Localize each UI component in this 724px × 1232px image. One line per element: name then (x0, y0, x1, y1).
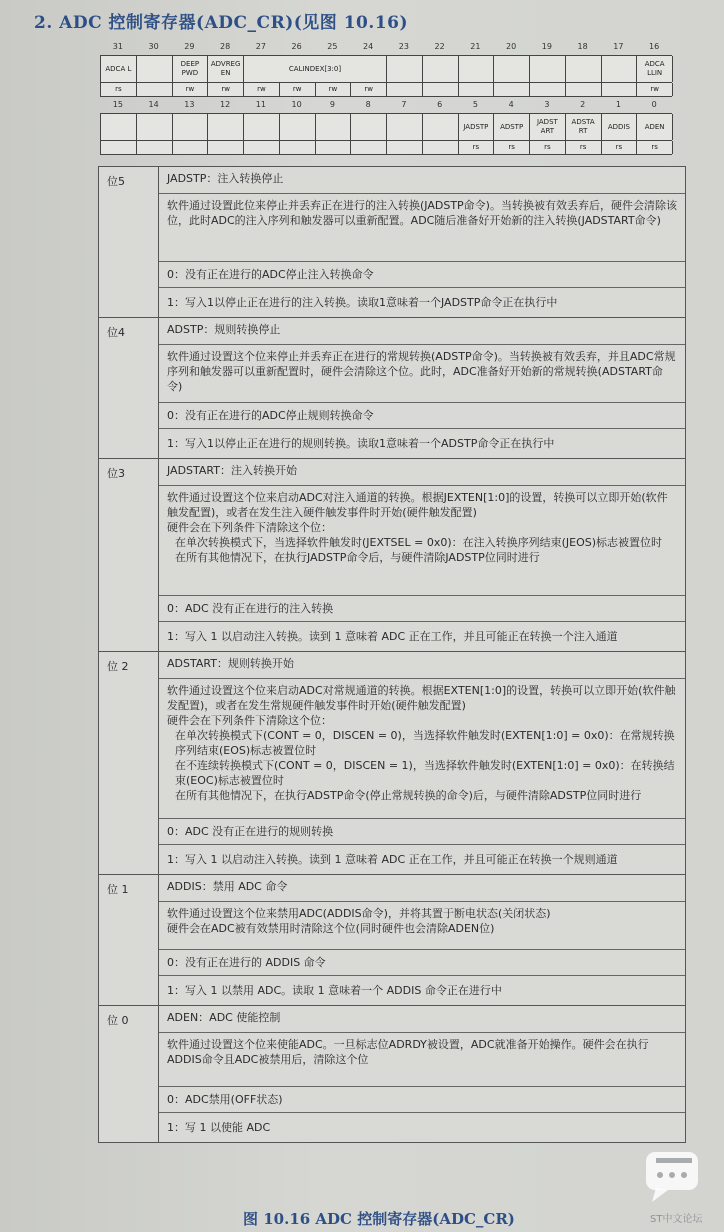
register-field (387, 56, 423, 82)
register-field: ADVREG EN (208, 56, 244, 82)
register-field: DEEP PWD (173, 56, 209, 82)
field-description (159, 621, 685, 651)
register-field (566, 56, 602, 82)
bit-number: 26 (291, 42, 302, 51)
access-type: rs (101, 83, 137, 96)
description-line: ADSTART：规则转换开始 (167, 657, 294, 670)
field-description (159, 261, 685, 287)
bit-number: 31 (112, 42, 123, 51)
access-type: rs (494, 141, 530, 154)
description-line: 在不连续转换模式下(CONT = 0，DISCEN = 1)，当选择软件触发时(EXTEN[1:0] = 0x0)：在转换结束(EOC)标志被置位时 (175, 759, 675, 787)
register-upper-half (100, 42, 672, 97)
bit-label: 位5 (99, 167, 159, 317)
bit-number: 0 (651, 100, 657, 109)
bit-number: 11 (255, 100, 266, 109)
bit-number: 25 (327, 42, 338, 51)
description-line: 0：ADC禁用(OFF状态) (167, 1093, 283, 1106)
field-description (159, 402, 685, 428)
description-line: 0：ADC 没有正在进行的注入转换 (167, 602, 334, 615)
register-field: ADSTA RT (566, 114, 602, 140)
description-line: 在所有其他情况下，在执行JADSTP命令后，与硬件清除JADSTP位同时进行 (175, 551, 540, 564)
description-line: 软件通过设置这个位来启动ADC对注入通道的转换。根据JEXTEN[1:0]的设置，转换可以立即开始(软件触发配置)，或者在发生注入硬件触发事件时开始(硬件触发配置) (167, 491, 668, 519)
field-description (159, 844, 685, 874)
description-line: 1：写入 1 以启动注入转换。读到 1 意味着 ADC 正在工作，并且可能正在转换一个注入通道 (167, 630, 618, 643)
description-line: 1：写入1以停止正在进行的规则转换。读取1意味着一个ADSTP命令正在执行中 (167, 437, 555, 450)
field-description (159, 1112, 685, 1142)
bit-number: 15 (112, 100, 123, 109)
description-line: 硬件会在ADC被有效禁用时清除这个位(同时硬件也会清除ADEN位) (167, 922, 495, 935)
access-type (423, 83, 459, 96)
bit-number: 8 (365, 100, 371, 109)
access-type: rw (173, 83, 209, 96)
description-line: 1：写 1 以使能 ADC (167, 1121, 271, 1134)
register-access-lower (100, 141, 672, 155)
description-line: 1：写入 1 以禁用 ADC。读取 1 意味着一个 ADDIS 命令正在进行中 (167, 984, 502, 997)
bit-row (99, 167, 685, 317)
field-description (159, 344, 685, 402)
register-field (423, 56, 459, 82)
bit-numbers-upper (100, 42, 672, 55)
description-line: JADSTP：注入转换停止 (167, 172, 284, 185)
register-field (316, 114, 352, 140)
access-type: rw (351, 83, 387, 96)
bit-row (99, 458, 685, 651)
field-description (159, 901, 685, 949)
description-line: 软件通过设置这个位来启动ADC对常规通道的转换。根据EXTEN[1:0]的设置，转换可以立即开始(软件触发配置)，或者在发生常规硬件触发事件时开始(硬件触发配置) (167, 684, 676, 712)
bit-number: 12 (220, 100, 231, 109)
bit-content (159, 875, 685, 1005)
description-line: ADSTP：规则转换停止 (167, 323, 281, 336)
access-type: rs (637, 141, 673, 154)
bit-number: 22 (434, 42, 445, 51)
description-line: 软件通过设置此位来停止并丢弃正在进行的注入转换(JADSTP命令)。当转换被有效丢弃后，硬件会清除该位，此时ADC的注入序列和触发器可以重新配置。ADC随后准备好开始新的注入转换(JADSTART命令) (167, 199, 677, 227)
access-type: rw (316, 83, 352, 96)
register-field: ADCA L (101, 56, 137, 82)
field-description (159, 485, 685, 595)
description-line: 硬件会在下列条件下清除这个位： (167, 714, 332, 727)
field-name (159, 167, 685, 193)
access-type (387, 83, 423, 96)
description-line: ADDIS：禁用 ADC 命令 (167, 880, 288, 893)
register-field: JADST ART (530, 114, 566, 140)
field-name (159, 652, 685, 678)
bit-number: 19 (541, 42, 552, 51)
access-type (387, 141, 423, 154)
bit-number: 23 (398, 42, 409, 51)
register-field (387, 114, 423, 140)
description-line: 0：ADC 没有正在进行的规则转换 (167, 825, 334, 838)
register-field (137, 114, 173, 140)
bit-number: 14 (148, 100, 159, 109)
bit-number: 20 (506, 42, 517, 51)
register-fields-upper (100, 55, 672, 83)
description-line: 0：没有正在进行的 ADDIS 命令 (167, 956, 326, 969)
register-field (208, 114, 244, 140)
bit-number: 10 (291, 100, 302, 109)
section-heading: 2. ADC 控制寄存器(ADC_CR)(见图 10.16) (34, 13, 408, 33)
register-field (280, 114, 316, 140)
field-description (159, 678, 685, 818)
bit-content (159, 1006, 685, 1142)
register-access-upper (100, 83, 672, 97)
figure-caption: 图 10.16 ADC 控制寄存器(ADC_CR) (243, 1210, 515, 1228)
bit-label: 位 1 (99, 875, 159, 1005)
field-description (159, 193, 685, 261)
register-field: ADSTP (494, 114, 530, 140)
field-name (159, 1006, 685, 1032)
access-type: rs (602, 141, 638, 154)
register-field (351, 114, 387, 140)
access-type (316, 141, 352, 154)
bit-number: 28 (220, 42, 231, 51)
access-type: rw (637, 83, 673, 96)
access-type (602, 83, 638, 96)
access-type (137, 83, 173, 96)
bit-row (99, 874, 685, 1005)
register-lower-half (100, 100, 672, 155)
register-field (423, 114, 459, 140)
bit-number: 3 (544, 100, 550, 109)
description-line: 1：写入 1 以启动注入转换。读到 1 意味着 ADC 正在工作，并且可能正在转换一个规则通道 (167, 853, 618, 866)
field-description (159, 1032, 685, 1086)
register-field (137, 56, 173, 82)
bit-label: 位 0 (99, 1006, 159, 1142)
register-field (101, 114, 137, 140)
bit-number: 29 (184, 42, 195, 51)
bit-content (159, 459, 685, 651)
field-description (159, 949, 685, 975)
field-description (159, 1086, 685, 1112)
access-type (494, 83, 530, 96)
bit-description-table (98, 166, 686, 1143)
access-type (351, 141, 387, 154)
bit-number: 17 (613, 42, 624, 51)
bit-number: 7 (401, 100, 407, 109)
bit-row (99, 651, 685, 874)
register-field (602, 56, 638, 82)
description-line: 1：写入1以停止正在进行的注入转换。读取1意味着一个JADSTP命令正在执行中 (167, 296, 558, 309)
register-field: ADCA LLIN (637, 56, 673, 82)
register-fields-lower (100, 113, 672, 141)
register-field (530, 56, 566, 82)
bit-number: 9 (329, 100, 335, 109)
bit-label: 位 2 (99, 652, 159, 874)
access-type: rs (459, 141, 495, 154)
access-type (173, 141, 209, 154)
access-type (530, 83, 566, 96)
register-field (494, 56, 530, 82)
bit-row (99, 1005, 685, 1142)
bit-number: 5 (472, 100, 478, 109)
bit-content (159, 318, 685, 458)
register-field (459, 56, 495, 82)
register-field (173, 114, 209, 140)
bit-label: 位3 (99, 459, 159, 651)
access-type: rw (280, 83, 316, 96)
field-description (159, 428, 685, 458)
bit-number: 2 (580, 100, 586, 109)
description-line: 0：没有正在进行的ADC停止规则转换命令 (167, 409, 374, 422)
chat-bubble-icon (644, 1148, 700, 1204)
watermark-text: ST中文论坛 (650, 1214, 703, 1225)
access-type: rs (530, 141, 566, 154)
bit-number: 18 (577, 42, 588, 51)
register-field: CALINDEX[3:0] (244, 56, 387, 82)
description-line: ADEN：ADC 使能控制 (167, 1011, 281, 1024)
description-line: 软件通过设置这个位来禁用ADC(ADDIS命令)，并将其置于断电状态(关闭状态) (167, 907, 551, 920)
field-description (159, 287, 685, 317)
field-description (159, 975, 685, 1005)
access-type (208, 141, 244, 154)
access-type: rw (244, 83, 280, 96)
bit-number: 24 (363, 42, 374, 51)
bit-label: 位4 (99, 318, 159, 458)
bit-number: 21 (470, 42, 481, 51)
description-line: 软件通过设置这个位来使能ADC。一旦标志位ADRDY被设置，ADC就准备开始操作。硬件会在执行ADDIS命令且ADC被禁用后，清除这个位 (167, 1038, 649, 1066)
bit-number: 27 (255, 42, 266, 51)
description-line: 硬件会在下列条件下清除这个位： (167, 521, 332, 534)
access-type (566, 83, 602, 96)
access-type (101, 141, 137, 154)
access-type (244, 141, 280, 154)
description-line: JADSTART：注入转换开始 (167, 464, 297, 477)
bit-number: 1 (615, 100, 621, 109)
field-description (159, 818, 685, 844)
bit-number: 4 (508, 100, 514, 109)
access-type: rs (566, 141, 602, 154)
description-line: 在单次转换模式下(CONT = 0，DISCEN = 0)，当选择软件触发时(EXTEN[1:0] = 0x0)：在常规转换序列结束(EOS)标志被置位时 (175, 729, 675, 757)
bit-row (99, 317, 685, 458)
access-type (459, 83, 495, 96)
access-type (280, 141, 316, 154)
description-line: 在所有其他情况下，在执行ADSTP命令(停止常规转换的命令)后，与硬件清除ADSTP位同时进行 (175, 789, 642, 802)
field-description (159, 595, 685, 621)
bit-number: 16 (649, 42, 660, 51)
bit-content (159, 167, 685, 317)
description-line: 0：没有正在进行的ADC停止注入转换命令 (167, 268, 374, 281)
bit-number: 13 (184, 100, 195, 109)
register-field: ADEN (637, 114, 673, 140)
field-name (159, 875, 685, 901)
access-type (423, 141, 459, 154)
bit-number: 6 (437, 100, 443, 109)
description-line: 在单次转换模式下，当选择软件触发时(JEXTSEL = 0x0)：在注入转换序列结束(JEOS)标志被置位时 (175, 536, 663, 549)
field-name (159, 318, 685, 344)
register-field (244, 114, 280, 140)
description-line: 软件通过设置这个位来停止并丢弃正在进行的常规转换(ADSTP命令)。当转换被有效丢弃，并且ADC常规序列和触发器可以重新配置时，硬件会清除这个位。此时，ADC准备好开始新的常规转换(ADSTART命令) (167, 350, 676, 393)
bit-number: 30 (148, 42, 159, 51)
register-field: ADDIS (602, 114, 638, 140)
field-name (159, 459, 685, 485)
access-type: rw (208, 83, 244, 96)
bit-numbers-lower (100, 100, 672, 113)
bit-content (159, 652, 685, 874)
access-type (137, 141, 173, 154)
register-field: JADSTP (459, 114, 495, 140)
